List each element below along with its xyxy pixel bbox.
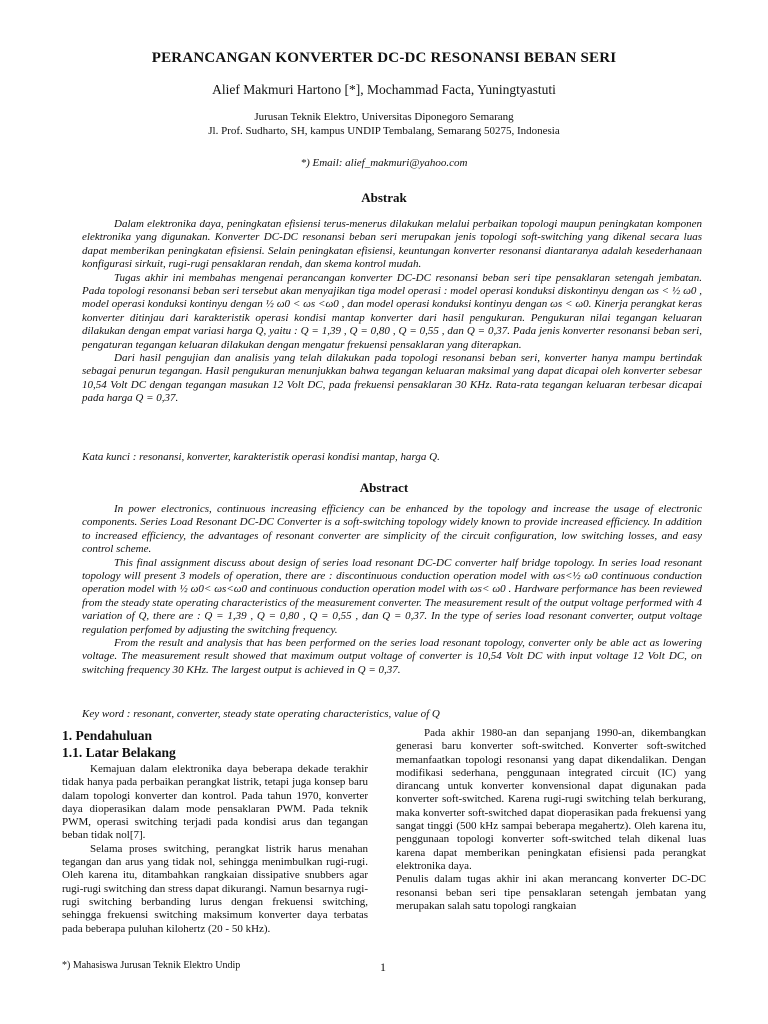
kata-kunci: Kata kunci : resonansi, konverter, karakteristik operasi kondisi mantap, harga Q. <box>82 451 440 463</box>
right-column <box>396 727 706 913</box>
body-paragraph-left-1: Kemajuan dalam elektronika daya beberapa dekade terakhir tidak hanya pada perbaikan perangkat listrik, tetapi juga konsep baru dalam topologi konverter dan kontrol. Pada tahun 1970, konverter daya dioperasikan dalam mode pensaklaran PWM. Pada teknik PWM, operasi switching terjadi pada kondisi arus dan tegangan beban tidak nol[7]. <box>62 763 368 842</box>
abstract-paragraph-2: This final assignment discuss about design of series load resonant DC-DC converter half bridge topology. In series load resonant topology will present 3 models of operation, there are : discontinuous conduction operation model with ωs<½ ω0 continuous conduction operation model with ½ ω0< ωs<ω0 and continuous conduction operation model with ωs< ω0 . Hardware performance has been reviewed from the steady state operating characteristics of the measurement converter. The measurement result of the output voltage performed with 4 variation of Q, there are : Q = 1,39 , Q = 0,80 , Q = 0,55 , dan Q = 0,37. In the type of series load resonant converter, output voltage regulation perfomed by adjusting the switching frequency. <box>82 556 702 636</box>
author-email: *) Email: alief_makmuri@yahoo.com <box>300 157 468 169</box>
affiliation-line-1: Jurusan Teknik Elektro, Universitas Diponegoro Semarang <box>254 111 514 123</box>
abstract-body <box>82 503 702 677</box>
abstract-paragraph-1: In power electronics, continuous increasing efficiency can be enhanced by the topology and increase the usage of electronic components. Series Load Resonant DC-DC Converter is a soft-switching topology widely known to provide increased efficiency. In addition to increased efficiency, the advantages of resonant converter are simplicity of the circuit configuration, low switching losses, and easy control scheme. <box>82 503 702 556</box>
body-paragraph-right-1: Pada akhir 1980-an dan sepanjang 1990-an, dikembangkan generasi baru konverter soft-switched. Konverter soft-switched memanfaatkan topologi resonansi yang dapat dikendalikan. Dengan modifikasi sederhana, penggunaan integrated circuit (IC) yang dirancang untuk konverter konvensional dapat digunakan pada konverter soft-switched. Karena rugi-rugi switching telah berkurang, maka konverter soft-switched dapat dioperasikan pada frekuensi yang sangat tinggi (500 kHz sampai beberapa megahertz). Oleh karena itu, penggunaan topologi konverter soft-switched telah dikenal luas karena dapat memberikan peningkatan efisiensi pada perangkat elektronika daya. <box>396 727 706 872</box>
left-column <box>62 727 368 936</box>
affiliation-line-2: Jl. Prof. Sudharto, SH, kampus UNDIP Tembalang, Semarang 50275, Indonesia <box>208 125 560 137</box>
paper-title: PERANCANGAN KONVERTER DC-DC RESONANSI BEBAN SERI <box>151 50 617 66</box>
abstrak-heading: Abstrak <box>361 190 407 205</box>
abstrak-body <box>82 218 702 406</box>
page-number: 1 <box>380 960 386 974</box>
abstract-heading: Abstract <box>359 480 409 495</box>
abstract-paragraph-3: From the result and analysis that has been performed on the series load resonant topology, converter only be able act as lowering voltage. The measurement result showed that maximum output voltage of converter is 10,54 Volt DC with input voltage 12 Volt DC, on switching frequency 30 KHz. The largest output is achieved in Q = 0,37. <box>82 637 702 676</box>
body-paragraph-right-2: Penulis dalam tugas akhir ini akan merancang konverter DC-DC resonansi beban seri tipe pensaklaran setengah jembatan yang merupakan salah satu topologi rangkaian <box>396 873 706 912</box>
subsection-heading: 1.1. Latar Belakang <box>62 745 176 760</box>
affiliation <box>0 110 768 138</box>
body-paragraph-left-2: Selama proses switching, perangkat listrik harus menahan tegangan dan arus yang tidak nol, sehingga menimbulkan rugi-rugi. Oleh karena itu, ditambahkan rangkaian dissipative snubbers agar rugi-rugi switching dan stress dapat dikurangi. Namun besarnya rugi-rugi switching berbanding lurus dengan frekuensi switching, sehingga frekuensi switching maksimum konverter daya terbatas pada beberapa puluhan kilohertz (20 - 50 kHz). <box>62 842 368 935</box>
abstrak-paragraph-2: Tugas akhir ini membahas mengenai perancangan konverter DC-DC resonansi beban seri tipe pensaklaran setengah jembatan. Pada topologi resonansi beban seri tersebut akan menyajikan tiga model operasi : model operasi konduksi diskontinyu dengan ωs < ½ ω0 , model operasi konduksi kontinyu dengan ½ ω0 < ωs <ω0 , dan model operasi konduksi kontinyu dengan ωs < ω0. Kinerja perangkat keras konverter ditinjau dari karakteristik operasi kondisi mantap konverter dari hasil pengukuran. Pengukuran nilai tegangan keluaran dilakukan dengan empat variasi harga Q, yaitu : Q = 1,39 , Q = 0,80 , Q = 0,55 , dan Q = 0,37. Pada jenis konverter resonansi beban seri, pengaturan tegangan keluaran dilakukan dengan mengatur frekuensi pensaklaran yang diterapkan. <box>82 271 702 351</box>
footnote: *) Mahasiswa Jurusan Teknik Elektro Undip <box>62 960 241 971</box>
author-list: Alief Makmuri Hartono [*], Mochammad Facta, Yuningtyastuti <box>212 82 556 97</box>
abstrak-paragraph-1: Dalam elektronika daya, peningkatan efisiensi terus-menerus dilakukan melalui perbaikan topologi maupun peningkatan komponen elektronika yang digunakan. Konverter DC-DC resonansi beban seri merupakan jenis topologi soft-switching yang dikenal secara luas dapat memberikan peningkatan efisiensi. Selain peningkatan efisiensi, keuntungan konverter resonansi diantaranya adalah kesederhanaan konfigurasi sirkuit, rugi-rugi pensaklaran rendah, dan skema kontrol mudah. <box>82 218 702 271</box>
section-heading: 1. Pendahuluan <box>62 728 153 743</box>
key-words: Key word : resonant, converter, steady state operating characteristics, value of Q <box>82 708 440 720</box>
abstrak-paragraph-3: Dari hasil pengujian dan analisis yang telah dilakukan pada topologi resonansi beban seri, konverter hanya mampu bertindak sebagai penurun tegangan. Hasil pengukuran menunjukkan bahwa tegangan keluaran maksimal yang dapat dicapai oleh konverter sebesar 10,54 Volt DC dengan tegangan masukan 12 Volt DC, pada frekuensi pensaklaran 30 KHz. Rata-rata tegangan keluaran terbesar dicapai pada harga Q = 0,37. <box>82 352 702 405</box>
